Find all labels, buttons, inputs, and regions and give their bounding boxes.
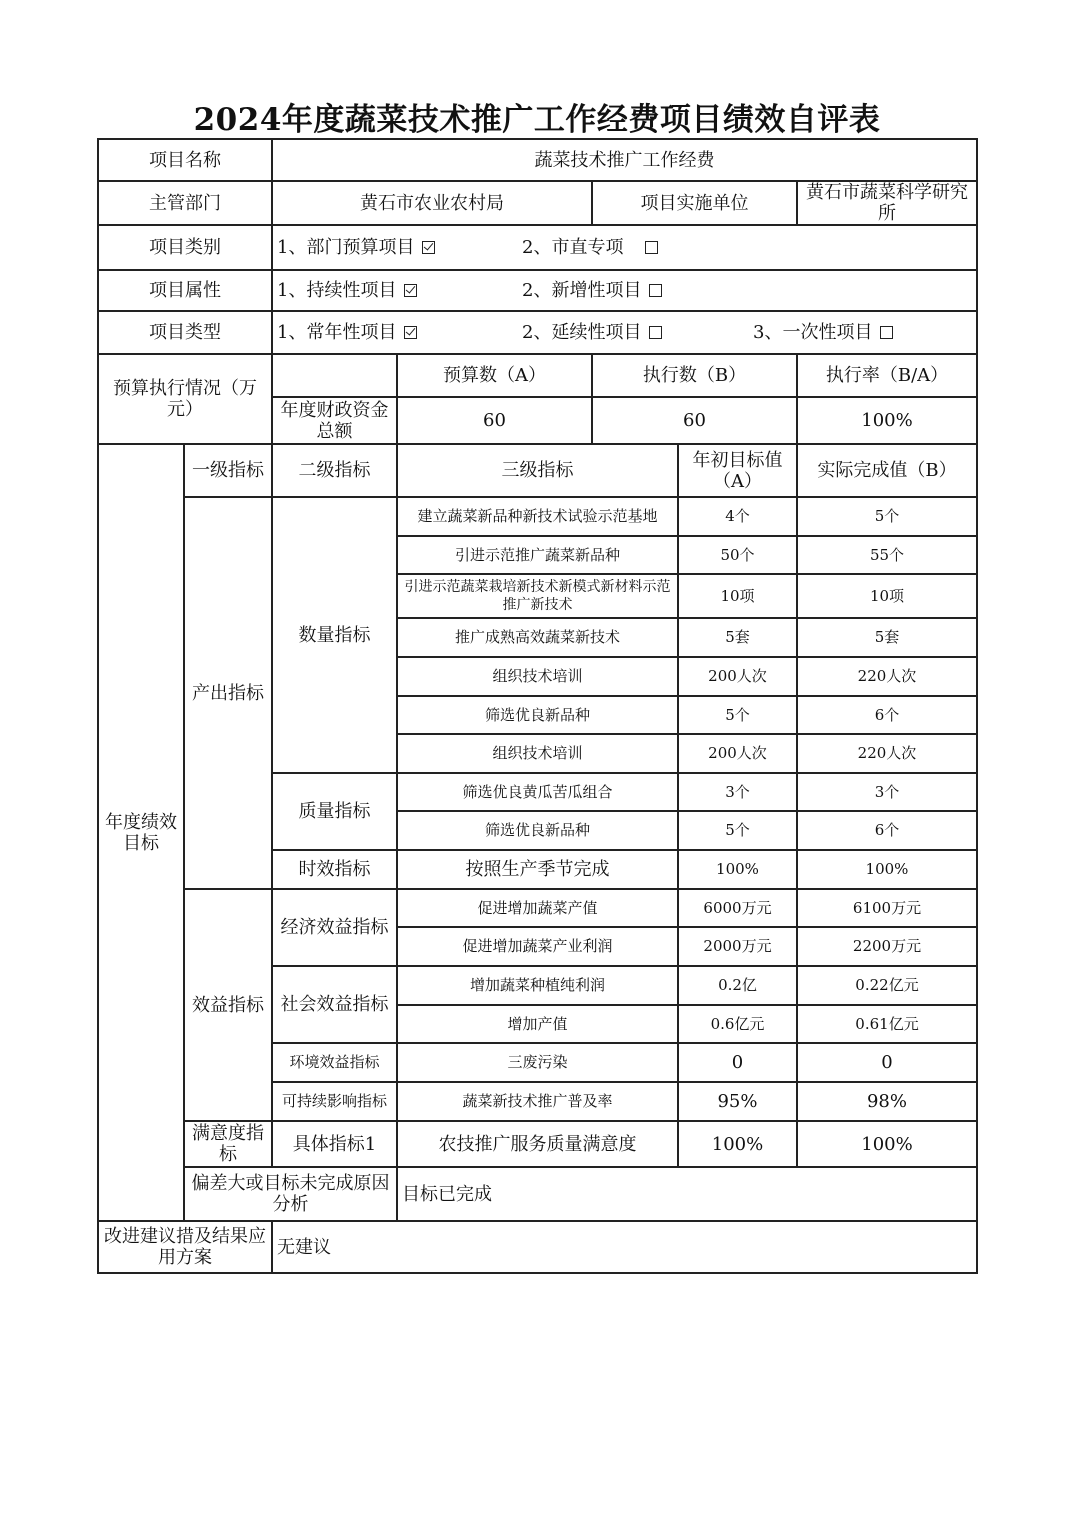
budget-row-label: 年度财政资金总额 bbox=[272, 397, 397, 444]
project-name-label: 项目名称 bbox=[98, 139, 272, 181]
indicator-name: 筛选优良黄瓜苦瓜组合 bbox=[397, 773, 678, 811]
row-attribute bbox=[98, 270, 977, 311]
indicator-target: 3个 bbox=[678, 773, 797, 811]
indicator-actual: 100% bbox=[797, 850, 977, 889]
indicator-actual: 220人次 bbox=[797, 657, 977, 696]
header-level1: 一级指标 bbox=[184, 444, 272, 497]
type-label: 项目类型 bbox=[98, 311, 272, 354]
indicator-actual: 2200万元 bbox=[797, 927, 977, 966]
targets-section-label: 年度绩效目标 bbox=[98, 444, 184, 1221]
budget-col-rate: 执行率（B/A） bbox=[797, 354, 977, 397]
indicator-target: 2000万元 bbox=[678, 927, 797, 966]
output-label: 产出指标 bbox=[184, 497, 272, 889]
category-option-1 bbox=[277, 237, 522, 258]
type-option-3 bbox=[753, 322, 893, 343]
type-option-2 bbox=[522, 322, 753, 343]
indicator-name: 促进增加蔬菜产业利润 bbox=[397, 927, 678, 966]
attr-option-2 bbox=[522, 280, 662, 301]
indicator-actual: 55个 bbox=[797, 536, 977, 574]
indicator-target: 5套 bbox=[678, 618, 797, 657]
satisfaction-label: 满意度指标 bbox=[184, 1121, 272, 1167]
benefit-label: 效益指标 bbox=[184, 889, 272, 1121]
table-row bbox=[98, 497, 977, 536]
indicator-actual: 6个 bbox=[797, 811, 977, 850]
table-row bbox=[98, 889, 977, 927]
deviation-value: 目标已完成 bbox=[397, 1167, 977, 1221]
dept-value: 黄石市农业农村局 bbox=[272, 181, 592, 225]
budget-col-b: 执行数（B） bbox=[592, 354, 797, 397]
row-department bbox=[98, 181, 977, 225]
table-row bbox=[98, 1121, 977, 1167]
type-option-3-label: 3、一次性项目 bbox=[753, 322, 873, 343]
social-label: 社会效益指标 bbox=[272, 966, 397, 1043]
indicator-actual: 100% bbox=[797, 1121, 977, 1167]
project-name-value: 蔬菜技术推广工作经费 bbox=[272, 139, 977, 181]
quality-label: 质量指标 bbox=[272, 773, 397, 850]
type-option-1 bbox=[277, 322, 522, 343]
indicator-name: 建立蔬菜新品种新技术试验示范基地 bbox=[397, 497, 678, 536]
category-option-2 bbox=[522, 237, 658, 258]
budget-blank-cell bbox=[272, 354, 397, 397]
row-improvement bbox=[98, 1221, 977, 1273]
deviation-label: 偏差大或目标未完成原因分析 bbox=[184, 1167, 397, 1221]
attr-option-1 bbox=[277, 280, 522, 301]
indicator-actual: 0 bbox=[797, 1043, 977, 1082]
type-options bbox=[272, 311, 977, 354]
indicator-name: 增加产值 bbox=[397, 1005, 678, 1043]
budget-col-a: 预算数（A） bbox=[397, 354, 592, 397]
indicator-target: 100% bbox=[678, 1121, 797, 1167]
empty-checkbox-icon bbox=[649, 284, 662, 297]
row-deviation bbox=[98, 1167, 977, 1221]
quantity-label: 数量指标 bbox=[272, 497, 397, 773]
environment-label: 环境效益指标 bbox=[272, 1043, 397, 1082]
indicator-name: 筛选优良新品种 bbox=[397, 696, 678, 734]
page-title: 2024年度蔬菜技术推广工作经费项目绩效自评表 bbox=[193, 102, 881, 138]
row-type bbox=[98, 311, 977, 354]
checked-checkbox-icon bbox=[404, 284, 417, 297]
row-targets-header bbox=[98, 444, 977, 497]
checked-checkbox-icon bbox=[404, 326, 417, 339]
indicator-target: 0.6亿元 bbox=[678, 1005, 797, 1043]
indicator-target: 5个 bbox=[678, 696, 797, 734]
improve-label: 改进建议措及结果应用方案 bbox=[98, 1221, 272, 1273]
indicator-name: 三废污染 bbox=[397, 1043, 678, 1082]
empty-checkbox-icon bbox=[880, 326, 893, 339]
indicator-target: 6000万元 bbox=[678, 889, 797, 927]
indicator-actual: 0.22亿元 bbox=[797, 966, 977, 1005]
economic-label: 经济效益指标 bbox=[272, 889, 397, 966]
indicator-actual: 0.61亿元 bbox=[797, 1005, 977, 1043]
indicator-target: 95% bbox=[678, 1082, 797, 1121]
indicator-name: 促进增加蔬菜产值 bbox=[397, 889, 678, 927]
impl-label: 项目实施单位 bbox=[592, 181, 797, 225]
type-option-2-label: 2、延续性项目 bbox=[522, 322, 642, 343]
indicator-name: 筛选优良新品种 bbox=[397, 811, 678, 850]
indicator-target: 5个 bbox=[678, 811, 797, 850]
attr-label: 项目属性 bbox=[98, 270, 272, 311]
budget-b: 60 bbox=[592, 397, 797, 444]
indicator-target: 50个 bbox=[678, 536, 797, 574]
indicator-name: 引进示范推广蔬菜新品种 bbox=[397, 536, 678, 574]
row-budget-header bbox=[98, 354, 977, 397]
attr-option-1-label: 1、持续性项目 bbox=[277, 280, 397, 301]
category-option-1-label: 1、部门预算项目 bbox=[277, 237, 415, 258]
impl-value: 黄石市蔬菜科学研究所 bbox=[797, 181, 977, 225]
indicator-name: 推广成熟高效蔬菜新技术 bbox=[397, 618, 678, 657]
specific-label: 具体指标1 bbox=[272, 1121, 397, 1167]
budget-label: 预算执行情况（万元） bbox=[98, 354, 272, 444]
indicator-actual: 5套 bbox=[797, 618, 977, 657]
indicator-target: 10项 bbox=[678, 574, 797, 618]
category-option-2-label: 2、市直专项 bbox=[522, 237, 624, 258]
indicator-actual: 220人次 bbox=[797, 734, 977, 773]
header-level2: 二级指标 bbox=[272, 444, 397, 497]
indicator-name: 组织技术培训 bbox=[397, 657, 678, 696]
indicator-target: 200人次 bbox=[678, 657, 797, 696]
indicator-actual: 3个 bbox=[797, 773, 977, 811]
indicator-actual: 10项 bbox=[797, 574, 977, 618]
indicator-name: 农技推广服务质量满意度 bbox=[397, 1121, 678, 1167]
attr-options bbox=[272, 270, 977, 311]
indicator-target: 0 bbox=[678, 1043, 797, 1082]
category-label: 项目类别 bbox=[98, 225, 272, 270]
type-option-1-label: 1、常年性项目 bbox=[277, 322, 397, 343]
indicator-actual: 6个 bbox=[797, 696, 977, 734]
performance-table bbox=[97, 138, 978, 1274]
header-level3: 三级指标 bbox=[397, 444, 678, 497]
indicator-name: 组织技术培训 bbox=[397, 734, 678, 773]
budget-rate: 100% bbox=[797, 397, 977, 444]
sustain-label: 可持续影响指标 bbox=[272, 1082, 397, 1121]
dept-label: 主管部门 bbox=[98, 181, 272, 225]
attr-option-2-label: 2、新增性项目 bbox=[522, 280, 642, 301]
empty-checkbox-icon bbox=[645, 241, 658, 254]
indicator-name: 蔬菜新技术推广普及率 bbox=[397, 1082, 678, 1121]
indicator-actual: 6100万元 bbox=[797, 889, 977, 927]
indicator-target: 200人次 bbox=[678, 734, 797, 773]
indicator-target: 100% bbox=[678, 850, 797, 889]
indicator-target: 0.2亿 bbox=[678, 966, 797, 1005]
indicator-name: 引进示范蔬菜栽培新技术新模式新材料示范推广新技术 bbox=[397, 574, 678, 618]
indicator-target: 4个 bbox=[678, 497, 797, 536]
checked-checkbox-icon bbox=[422, 241, 435, 254]
header-actual: 实际完成值（B） bbox=[797, 444, 977, 497]
improve-value: 无建议 bbox=[272, 1221, 977, 1273]
indicator-name: 增加蔬菜种植纯利润 bbox=[397, 966, 678, 1005]
timeliness-label: 时效指标 bbox=[272, 850, 397, 889]
indicator-actual: 98% bbox=[797, 1082, 977, 1121]
indicator-actual: 5个 bbox=[797, 497, 977, 536]
row-project-name bbox=[98, 139, 977, 181]
indicator-name: 按照生产季节完成 bbox=[397, 850, 678, 889]
empty-checkbox-icon bbox=[649, 326, 662, 339]
row-category bbox=[98, 225, 977, 270]
header-target: 年初目标值（A） bbox=[678, 444, 797, 497]
budget-a: 60 bbox=[397, 397, 592, 444]
category-options bbox=[272, 225, 977, 270]
